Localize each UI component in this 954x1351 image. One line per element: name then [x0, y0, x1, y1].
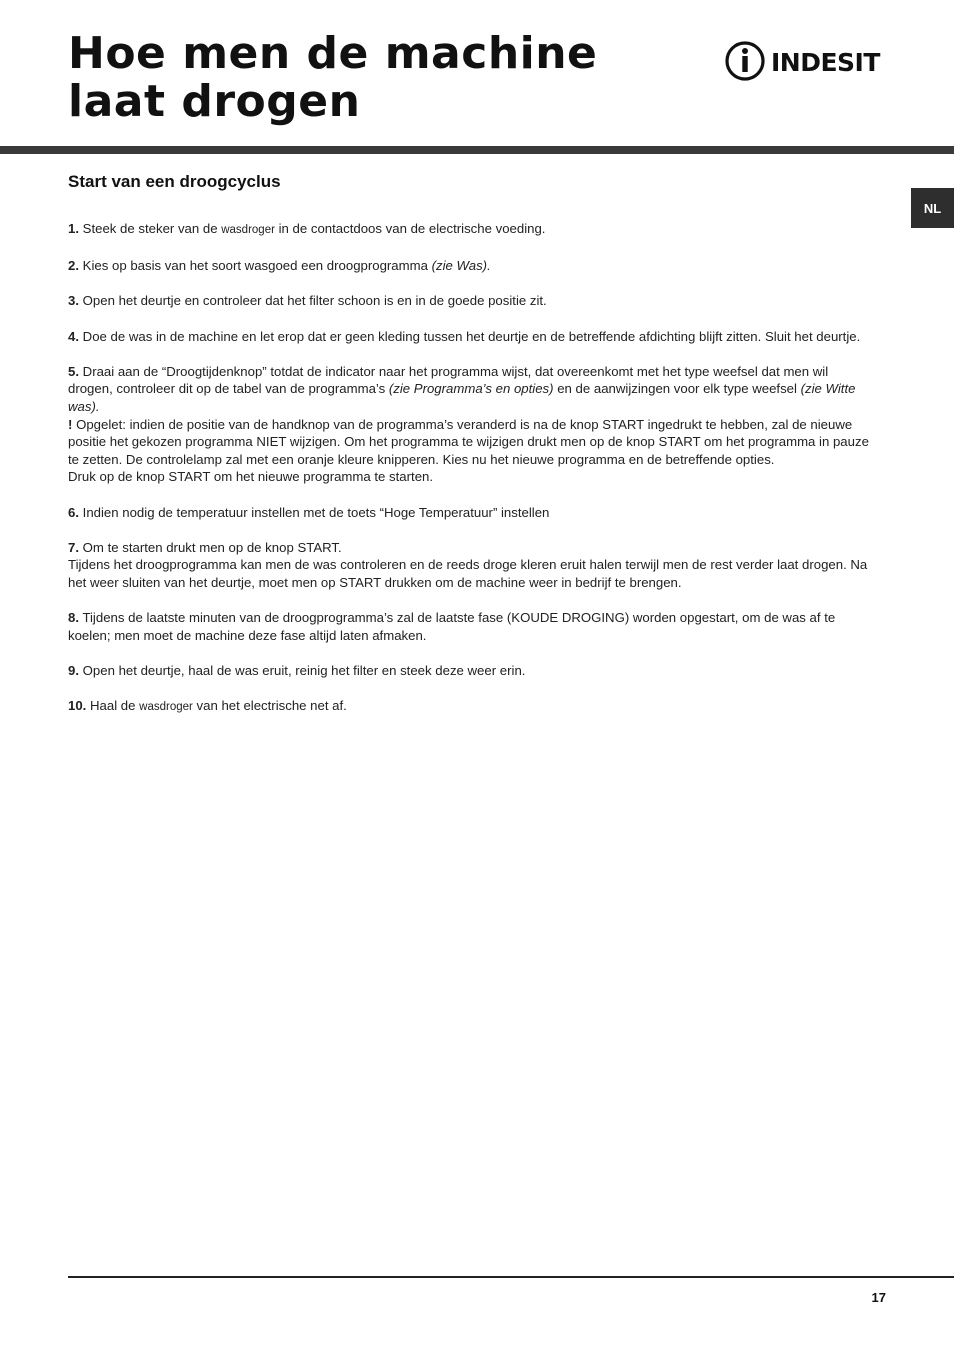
step-number: 7. [68, 539, 79, 555]
step-text: Kies op basis van het soort wasgoed een droogprogramma [82, 258, 428, 274]
step-text: Haal de [90, 698, 136, 714]
page-title: Hoe men de machine laat drogen [68, 28, 598, 127]
step-10 [68, 697, 876, 717]
header-rule [0, 146, 954, 154]
steps-list [68, 220, 876, 734]
step-8 [68, 609, 876, 644]
brand-name: INDESIT [771, 48, 880, 77]
step-number: 1. [68, 221, 79, 236]
step-text: Tijdens het droogprogramma kan men de was controleren en de reeds droge kleren eruit halen terwijl men de rest verder laat drogen. Na het weer sluiten van het deurtje, moet men op START drukken om de machine weer in bedrijf te brengen. [68, 557, 868, 590]
step-text: Druk op de knop START om het nieuwe programma te starten. [68, 469, 434, 485]
step-number: 3. [68, 293, 79, 309]
step-reference: (zie Witte was). [68, 381, 856, 414]
step-text-small: wasdroger [139, 701, 193, 714]
step-5 [68, 363, 876, 486]
step-text-small: wasdroger [221, 224, 275, 236]
footer-rule [68, 1276, 954, 1278]
indesit-logo-icon [724, 40, 894, 82]
warning-text: Opgelet: indien de positie van de handknop van de programma’s veranderd is na de knop START ingedrukt te hebben, zal de nieuwe positie het gekozen programma NIET wijzigen. Om het programma te wijzigen drukt men op de knop START om het programma in pauze te zetten. De controlelamp zal met een oranje kleure knipperen. Kies nu het nieuwe programma en de betreffende opties. [68, 416, 869, 467]
step-7 [68, 539, 876, 592]
step-text: Steek de steker van de [82, 221, 218, 236]
warning-mark: ! [68, 416, 73, 432]
step-3 [68, 292, 876, 310]
step-2 [68, 257, 876, 275]
step-text: Doe de was in de machine en let erop dat er geen kleding tussen het deurtje en de betreffende afdichting blijft zitten. Sluit het deurtje. [82, 328, 861, 344]
step-text: en de aanwijzingen voor elk type weefsel [557, 381, 797, 397]
page-number: 17 [871, 1290, 886, 1305]
step-4 [68, 328, 876, 346]
step-number: 5. [68, 363, 79, 379]
step-number: 9. [68, 662, 79, 678]
step-number: 2. [68, 258, 79, 274]
step-text: Tijdens de laatste minuten van de droogprogramma’s zal de laatste fase (KOUDE DROGING) worden opgestart, om de was af te koelen; men moet de machine deze fase altijd laten afmaken. [68, 610, 836, 643]
step-text: in de contactdoos van de electrische voeding. [278, 221, 546, 236]
indesit-logo [724, 40, 894, 82]
step-6 [68, 504, 876, 522]
step-text: Indien nodig de temperatuur instellen met de toets “Hoge Temperatuur” instellen [82, 504, 550, 520]
section-heading: Start van een droogcyclus [68, 172, 281, 191]
step-text: Om te starten drukt men op de knop START. [82, 539, 342, 555]
step-1 [68, 220, 876, 240]
step-number: 6. [68, 504, 79, 520]
step-number: 8. [68, 610, 79, 626]
step-text: van het electrische net af. [196, 698, 347, 714]
language-tab: NL [911, 188, 954, 228]
step-number: 10. [68, 698, 87, 714]
step-reference: (zie Programma’s en opties) [388, 381, 554, 397]
step-number: 4. [68, 328, 79, 344]
step-9 [68, 662, 876, 680]
step-text: Open het deurtje, haal de was eruit, reinig het filter en steek deze weer erin. [82, 662, 526, 678]
step-text: Open het deurtje en controleer dat het filter schoon is en in de goede positie zit. [82, 293, 547, 309]
step-reference: (zie Was). [431, 258, 491, 274]
step-text: Draai aan de “Droogtijdenknop” totdat de indicator naar het programma wijst, dat overeenkomt met het type weefsel dat men wil drogen, controleer dit op de tabel van de programma’s [68, 363, 829, 397]
